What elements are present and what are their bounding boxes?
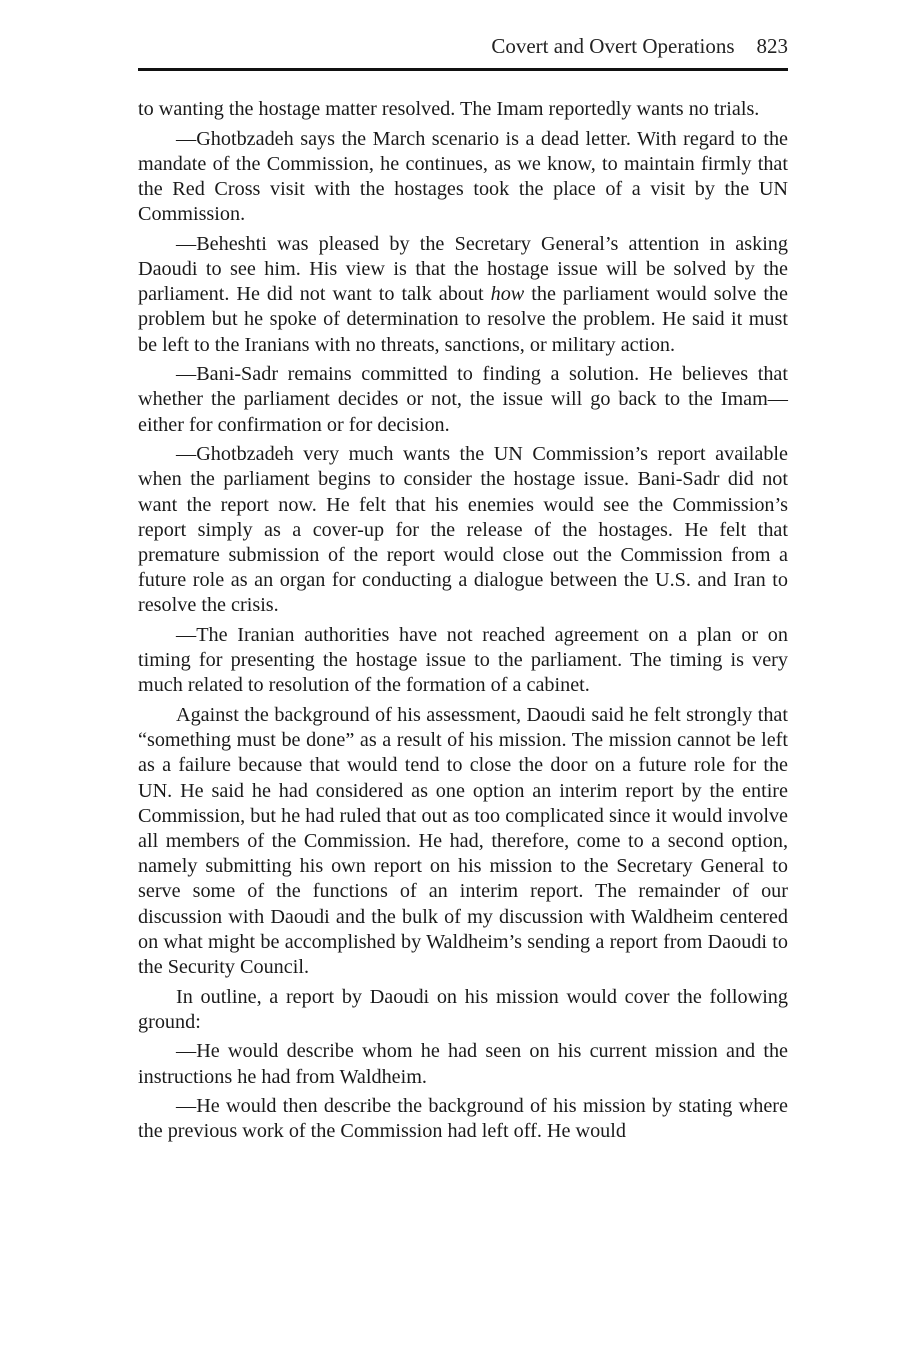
body-text	[138, 97, 788, 1145]
page-number: 823	[756, 34, 788, 58]
paragraph: Against the background of his assessment, Daoudi said he felt strongly that “something must be done” as a result of his mission. The mission cannot be left as a failure because that would tend to close the door on a future role for the UN. He said he had considered as one option an interim report by the entire Commission, but he had ruled that out as too complicated since it would involve all members of the Commission. He had, therefore, come to a second option, namely submitting his own report on his mission to the Secretary General to serve some of the functions of an interim report. The remainder of our discussion with Daoudi and the bulk of my discussion with Waldheim centered on what might be accomplished by Waldheim’s sending a report from Daoudi to the Security Council.	[138, 704, 788, 979]
running-header	[138, 34, 788, 64]
paragraph: —Ghotbzadeh says the March scenario is a dead letter. With regard to the mandate of the Commission, he continues, as we know, to maintain firmly that the Red Cross visit with the hostages took the place of a visit by the UN Commission.	[138, 127, 788, 226]
paragraph: In outline, a report by Daoudi on his mission would cover the following ground:	[138, 985, 788, 1033]
running-title: Covert and Overt Operations	[491, 34, 735, 58]
paragraph: —He would then describe the background of his mission by stating where the previous work of the Commission had left off. He would	[138, 1095, 788, 1143]
paragraph: to wanting the hostage matter resolved. The Imam reportedly wants no trials.	[138, 98, 760, 120]
paragraph: —He would describe whom he had seen on his current mission and the instructions he had from Waldheim.	[138, 1040, 788, 1088]
paragraph-text: —Beheshti was pleased by the Secretary General’s attention in asking Daoudi to see him. His view is that the hostage issue will be solved by the parliament. He did not want to talk about	[138, 232, 788, 306]
paragraph-text: the parliament would solve the problem but he spoke of determination to resolve the problem. He said it must be left to the Iranians with no threats, sanctions, or military action.	[138, 283, 788, 356]
paragraph	[138, 232, 788, 358]
paragraph: —The Iranian authorities have not reached agreement on a plan or on timing for presenting the hostage issue to the parliament. The timing is very much related to resolution of the formation of a cabinet.	[138, 624, 788, 697]
paragraph: —Bani-Sadr remains committed to finding a solution. He believes that whether the parliament decides or not, the issue will go back to the Imam—either for confirmation or for decision.	[138, 363, 788, 436]
emphasis-text: how	[490, 283, 525, 306]
header-rule	[138, 68, 788, 71]
paragraph: —Ghotbzadeh very much wants the UN Commission’s report available when the parliament begins to consider the hostage issue. Bani-Sadr did not want the report now. He felt that his enemies would see the Commission’s report simply as a cover-up for the release of the hostages. He felt that premature submission of the report would close out the Commission from a future role as an organ for conducting a dialogue between the U.S. and Iran to resolve the crisis.	[138, 443, 788, 617]
